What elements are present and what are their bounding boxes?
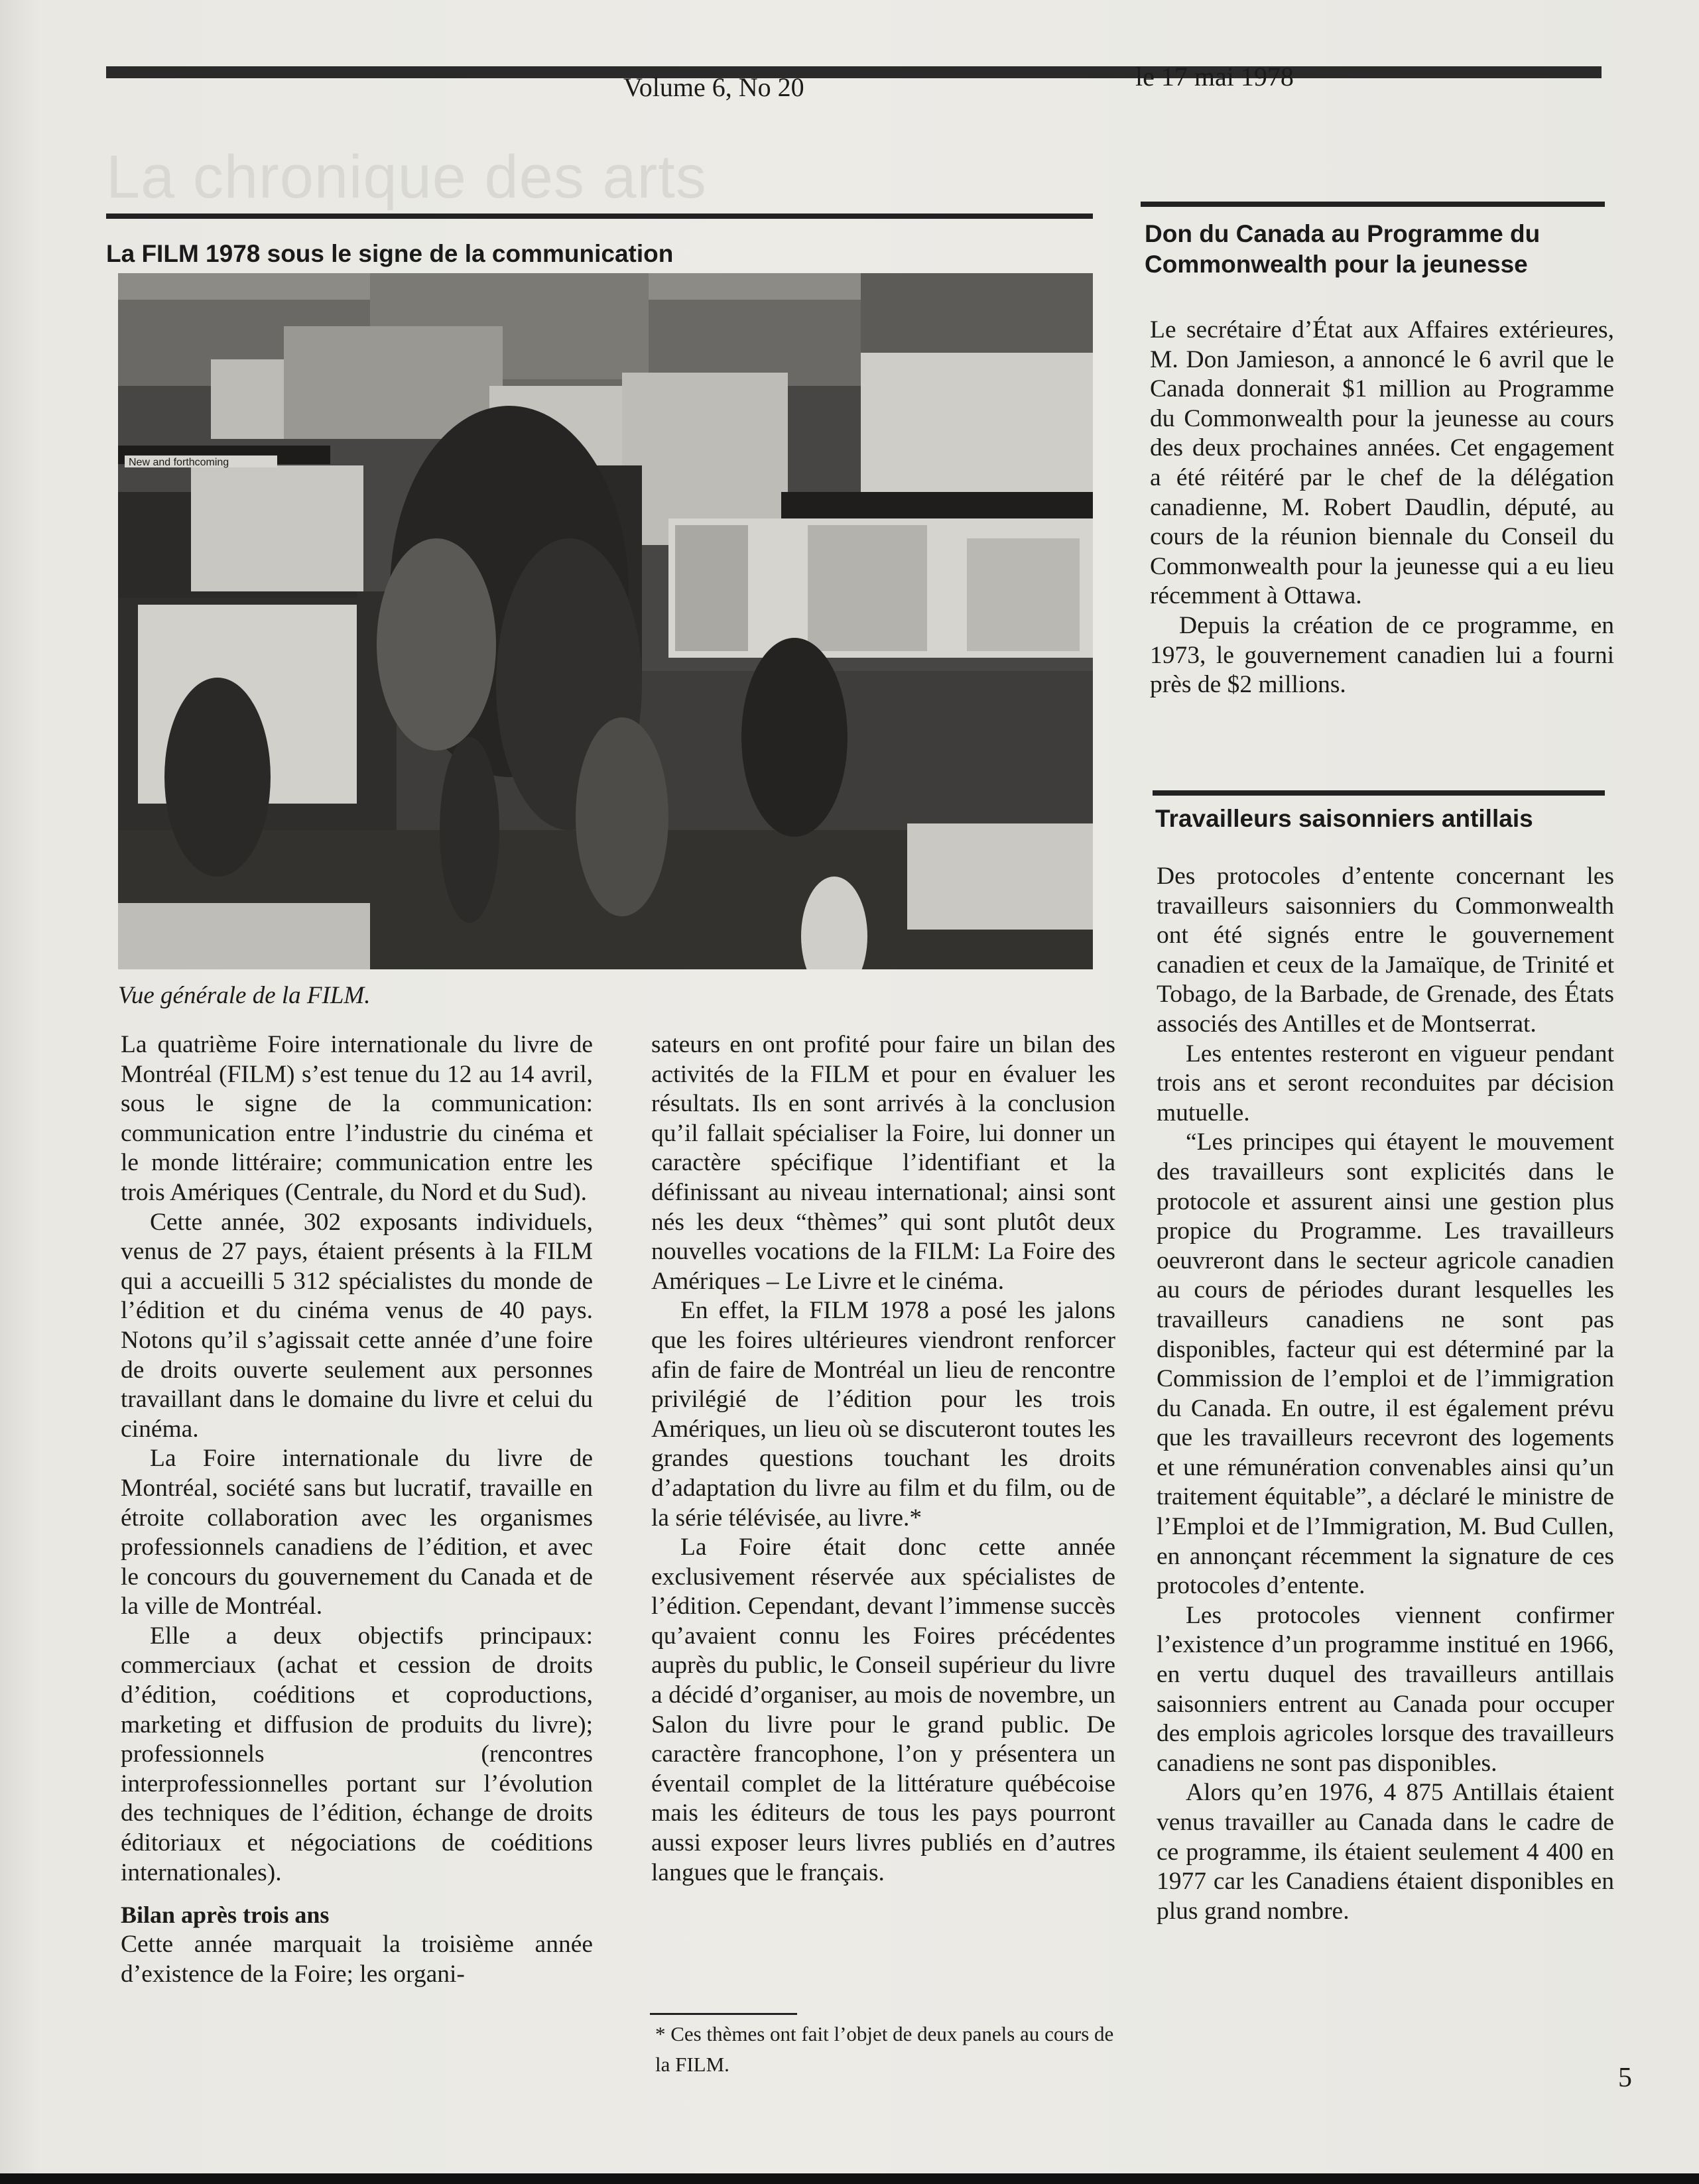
article2-title-line: Commonwealth pour la jeunesse	[1145, 251, 1528, 278]
ghost-title-showthrough: La chronique des arts	[106, 143, 707, 211]
article3-body	[1157, 862, 1614, 1926]
photo-sign: New and forthcoming	[129, 457, 229, 468]
photo-caption: Vue générale de la FILM.	[118, 982, 371, 1009]
bottom-edge	[0, 2173, 1699, 2184]
paragraph: Des protocoles d’entente concernant les travailleurs saisonniers du Commonwealth ont été signés entre le gouvernement canadien et ceux de la Jamaïque, de Trinité et Tobago, de la Barbade, de Grenade, des États associés des Antilles et de Montserrat.	[1157, 863, 1614, 1038]
article2-title-line: Don du Canada au Programme du	[1145, 220, 1541, 247]
paragraph: La quatrième Foire internationale du livre de Montréal (FILM) s’est tenue du 12 au 14 avril, sous le signe de la communication: communication entre l’industrie du cinéma et le monde littéraire; communication entre les trois Amériques (Centrale, du Nord et du Sud).	[121, 1031, 593, 1206]
paragraph: La Foire était donc cette année exclusivement réservée aux spécialistes de l’édition. Cependant, devant l’immense succès qu’avaient connu les Foires précédentes auprès du public, le Conseil supérieur du livre a décidé d’organiser, au mois de novembre, un Salon du livre pour le grand public. De caractère francophone, l’on y présentera un éventail complet de la littérature québécoise mais les éditeurs de tous les pays pourront aussi exposer leurs livres publiés en d’autres langues que le français.	[651, 1534, 1115, 1886]
article1-column-1	[121, 1030, 593, 1989]
paragraph: Cette année, 302 exposants individuels, venus de 27 pays, étaient présents à la FILM qui a accueilli 5 312 spécialistes du monde de l’édition et du cinéma venus de 40 pays. Notons qu’il s’agissait cette année d’une foire de droits ouverte seulement aux personnes travaillant dans le domaine du livre et celui du cinéma.	[121, 1208, 593, 1443]
paragraph: sateurs en ont profité pour faire un bilan des activités de la FILM et pour en évaluer les résultats. Ils en sont arrivés à la conclusion qu’il fallait spécialiser la Foire, lui donner un caractère spécifique l’identifiant et la définissant au niveau international; ainsi sont nés les deux “thèmes” qui sont plutôt deux nouvelles vocations de la FILM: La Foire des Amériques – Le Livre et le cinéma.	[651, 1031, 1115, 1295]
article1-rule	[106, 213, 1093, 219]
article3-title: Travailleurs saisonniers antillais	[1155, 805, 1533, 832]
issue-date: le 17 mai 1978	[1135, 62, 1294, 91]
paragraph: Le secrétaire d’État aux Affaires extérieures, M. Don Jamieson, a annoncé le 6 avril que le Canada donnerait $1 million au Programme du Commonwealth pour la jeunesse au cours des deux prochaines années. Cet engagement a été réitéré par le chef de la délégation canadienne, M. Robert Daudlin, député, au cours de la réunion biennale du Conseil du Commonwealth pour la jeunesse qui a eu lieu récemment à Ottawa.	[1150, 316, 1614, 610]
page-number: 5	[1618, 2063, 1632, 2093]
top-rule	[106, 66, 1602, 78]
subheading: Bilan après trois ans	[121, 1902, 330, 1929]
article1-column-2	[651, 1030, 1115, 1888]
fair-photo	[118, 273, 1093, 969]
paragraph: Depuis la création de ce programme, en 1973, le gouvernement canadien lui a fourni près de $2 millions.	[1150, 611, 1614, 699]
volume-number: Volume 6, No 20	[623, 72, 804, 102]
paragraph: Alors qu’en 1976, 4 875 Antillais étaient venus travailler au Canada dans le cadre de ce programme, ils étaient seulement 4 400 en 1977 car les Canadiens étaient disponibles en plus grand nombre.	[1157, 1779, 1614, 1925]
paragraph: “Les principes qui étayent le mouvement des travailleurs sont explicités dans le protocole et assurent ainsi une gestion plus propice du Programme. Les travailleurs oeuvreront dans le secteur agricole canadien au cours de périodes durant lesquelles les travailleurs canadiens ne sont pas disponibles, facteur qui est déterminé par la Commission de l’emploi et de l’immigration du Canada. En outre, il est également prévu que les travailleurs recevront des logements et une rémunération convenables ainsi qu’un traitement équitable”, a déclaré le ministre de l’Emploi et de l’Immigration, M. Bud Cullen, en annonçant récemment la signature de ces protocoles d’entente.	[1157, 1128, 1614, 1600]
paragraph: Cette année marquait la troisième année d’existence de la Foire; les organi-	[121, 1931, 593, 1988]
paragraph: En effet, la FILM 1978 a posé les jalons que les foires ultérieures viendront renforcer afin de faire de Montréal un lieu de rencontre privilégié de l’édition pour les trois Amériques, un lieu où se discuteront toutes les grandes questions touchant les droits d’adaptation du livre au film et du film, ou de la série télévisée, au livre.*	[651, 1297, 1115, 1532]
article2-body	[1150, 316, 1614, 700]
paragraph: Elle a deux objectifs principaux: commerciaux (achat et cession de droits d’édition, coéditions et coproductions, marketing et diffusion de produits du livre); professionnels (rencontres interprofessionnelles portant sur l’évolution des techniques de l’édition, échange de droits éditoriaux et négociations de coéditions internationales).	[121, 1622, 593, 1886]
paragraph: La Foire internationale du livre de Montréal, société sans but lucratif, travaille en étroite collaboration avec les organismes professionnels canadiens de l’édition, et avec le concours du gouvernement du Canada et de la ville de Montréal.	[121, 1445, 593, 1620]
article2-title	[1145, 219, 1540, 280]
article3-rule	[1153, 790, 1605, 796]
footnote: * Ces thèmes ont fait l’objet de deux panels au cours de la FILM.	[655, 2022, 1114, 2076]
paragraph: Les ententes resteront en vigueur pendant trois ans et seront reconduites par décision mutuelle.	[1157, 1040, 1614, 1126]
article1-title: La FILM 1978 sous le signe de la communication	[106, 240, 674, 267]
paragraph: Les protocoles viennent confirmer l’existence d’un programme institué en 1966, en vertu duquel des travailleurs antillais saisonniers entrent au Canada pour occuper des emplois agricoles lorsque des travailleurs canadiens ne sont pas disponibles.	[1157, 1601, 1614, 1777]
article2-rule	[1141, 202, 1605, 207]
footnote-rule	[650, 2013, 797, 2015]
